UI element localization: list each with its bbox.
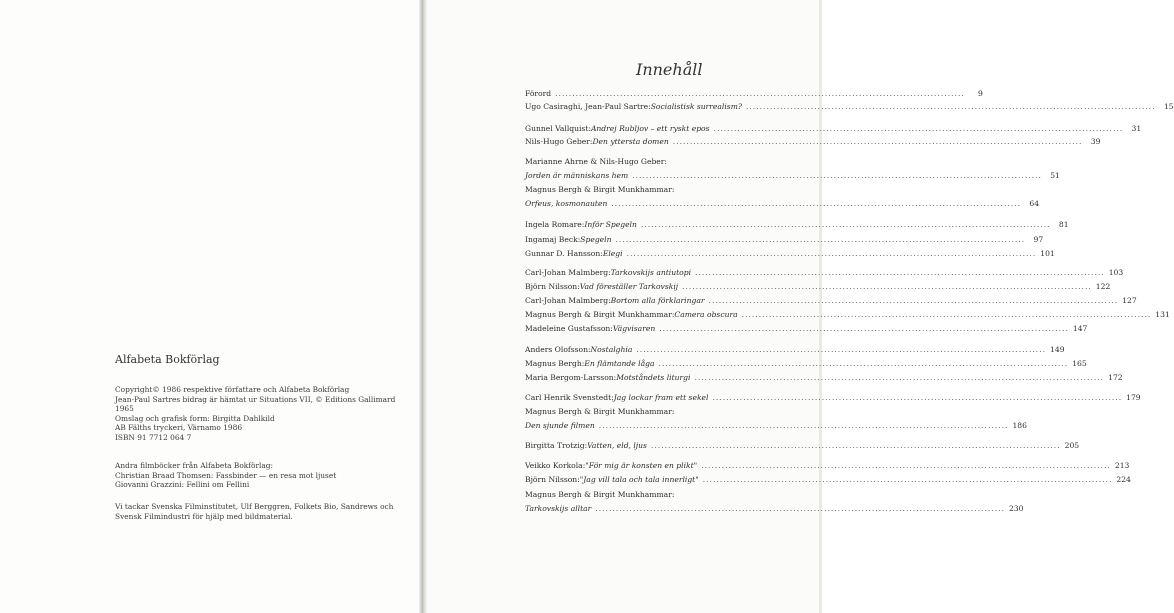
toc-leader: ........................................................................................................................	[615, 235, 1026, 244]
toc-work: En flämtande låga	[584, 359, 655, 368]
other-books-line: Andra filmböcker från Alfabeta Bokförlag:	[115, 461, 273, 470]
toc-author: Carl-Johan Malmberg:	[525, 296, 611, 305]
toc-leader: ........................................................................................................................	[626, 249, 1037, 258]
toc-entry	[525, 185, 775, 196]
toc-page-number: 149	[1050, 345, 1065, 354]
toc-page-number: 127	[1122, 296, 1137, 305]
toc-author: Magnus Bergh & Birgit Munkhammar:	[525, 185, 675, 194]
toc-page-number: 186	[1012, 421, 1027, 430]
toc-author: Ugo Casiraghi, Jean-Paul Sartre:	[525, 102, 651, 111]
toc-work: Andrej Rubljov – ett ryskt epos	[590, 124, 710, 133]
toc-page-number: 103	[1108, 268, 1124, 277]
toc-leader: ........................................................................................................................	[672, 137, 1083, 146]
toc-leader: ........................................................................................................................	[695, 268, 1105, 277]
toc-entry	[525, 199, 1040, 210]
toc-entry	[525, 157, 775, 168]
toc-page-number: 101	[1040, 249, 1055, 258]
thanks-line: Svensk Filmindustri för hjälp med bildmaterial.	[115, 511, 293, 521]
toc-entry	[525, 461, 1130, 472]
toc-author: Björn Nilsson:	[525, 282, 580, 291]
toc-entry	[525, 282, 1111, 293]
toc-entry	[525, 268, 1124, 279]
toc-author: Nils-Hugo Geber:	[525, 137, 593, 146]
colophon-block	[115, 385, 405, 443]
thanks-line: Vi tackar Svenska Filminstitutet, Ulf Berggren, Folkets Bio, Sandrews och	[115, 502, 394, 511]
toc-entry	[525, 137, 1101, 148]
toc-page-number: 97	[1033, 235, 1044, 244]
toc-leader: ........................................................................................................................	[595, 504, 1005, 513]
toc-leader: ........................................................................................................................	[741, 310, 1152, 319]
other-books-line: Christian Braad Thomsen: Fassbinder — en resa mot ljuset	[115, 470, 337, 480]
toc-author: Ingela Romare:	[525, 220, 585, 229]
toc-leader: ........................................................................................................................	[708, 296, 1119, 305]
toc-page-number: 224	[1116, 475, 1131, 484]
toc-entry	[525, 373, 1123, 384]
toc-leader: ........................................................................................................................	[682, 282, 1092, 291]
toc-page-number: 39	[1090, 137, 1101, 146]
colophon-line: 1965	[115, 404, 134, 414]
toc-page-number: 64	[1029, 199, 1040, 208]
toc-work: Nostalghia	[590, 345, 633, 354]
toc-leader: ........................................................................................................................	[701, 461, 1111, 470]
toc-entry	[525, 235, 1044, 246]
toc-work: Motståndets liturgi	[616, 373, 691, 382]
toc-author: Veikko Korkola:	[525, 461, 586, 470]
other-books-line: Giovanni Grazzini: Fellini om Fellini	[115, 480, 250, 490]
toc-work: Den yttersta domen	[592, 137, 669, 146]
toc-author: Gunnar D. Hansson:	[525, 249, 603, 258]
toc-entry	[525, 421, 1027, 432]
toc-page-number: 147	[1072, 324, 1088, 333]
toc-page-number: 205	[1064, 441, 1080, 450]
toc-leader: ........................................................................................................................	[650, 441, 1061, 450]
toc-page-number: 81	[1058, 220, 1069, 229]
toc-leader: ........................................................................................................................	[598, 421, 1009, 430]
toc-leader: ........................................................................................................................	[745, 102, 1156, 111]
toc-entry	[525, 475, 1131, 486]
toc-work: Spegeln	[580, 235, 612, 244]
toc-entry	[525, 171, 1060, 182]
toc-work: Orfeus, kosmonauten	[525, 199, 608, 208]
toc-leader: ........................................................................................................................	[636, 345, 1047, 354]
toc-work: Vägvisaren	[612, 324, 656, 333]
toc-work: Elegi	[602, 249, 623, 258]
toc-author: Magnus Bergh & Birgit Munkhammar:	[525, 407, 675, 416]
toc-work: Camera obscura	[674, 310, 738, 319]
toc-entry	[525, 490, 775, 501]
toc-leader: ........................................................................................................................	[611, 199, 1022, 208]
toc-entry	[525, 345, 1065, 356]
colophon-line: Jean-Paul Sartres bidrag är hämtat ur Situations VII, © Editions Gallimard	[115, 394, 396, 404]
toc-work: Bortom alla förklaringar	[610, 296, 705, 305]
toc-page-number: 9	[977, 89, 983, 98]
toc-work: Vatten, eld, ljus	[587, 441, 647, 450]
toc-title: Innehåll	[636, 60, 703, 79]
toc-author: Maria Bergom-Larsson:	[525, 373, 617, 382]
toc-leader: ........................................................................................................................	[712, 393, 1123, 402]
toc-author: Gunnel Vallquist:	[525, 124, 591, 133]
toc-entry	[525, 220, 1069, 231]
toc-entry	[525, 393, 1141, 404]
toc-author: Marianne Ahrne & Nils-Hugo Geber:	[525, 157, 667, 166]
toc-leader: ........................................................................................................................	[659, 324, 1069, 333]
toc-author: Magnus Bergh & Birgit Munkhammar:	[525, 310, 675, 319]
toc-work: Jorden är människans hem	[525, 171, 629, 180]
toc-work: "Jag vill tala och tala innerligt"	[579, 475, 699, 484]
toc-leader: ........................................................................................................................	[555, 89, 965, 98]
toc-author: Birgitta Trotzig:	[525, 441, 588, 450]
toc-work: "För mig är konsten en plikt"	[585, 461, 698, 470]
toc-page-number: 230	[1008, 504, 1024, 513]
toc-page-number: 179	[1126, 393, 1141, 402]
toc-entry	[525, 124, 1142, 135]
toc-page-number: 51	[1050, 171, 1060, 180]
toc-author: Magnus Bergh & Birgit Munkhammar:	[525, 490, 675, 499]
toc-author: Ingamaj Beck:	[525, 235, 581, 244]
toc-work: Den sjunde filmen	[525, 421, 595, 430]
toc-author: Magnus Bergh:	[525, 359, 585, 368]
toc-leader: ........................................................................................................................	[694, 373, 1105, 382]
toc-author: Madeleine Gustafsson:	[525, 324, 613, 333]
toc-leader: ........................................................................................................................	[713, 124, 1124, 133]
toc-entry	[525, 89, 983, 100]
toc-entry	[525, 249, 1055, 260]
colophon-line: AB Fälths tryckeri, Värnamo 1986	[115, 423, 243, 433]
toc-page-number: 165	[1072, 359, 1087, 368]
toc-page-number: 131	[1155, 310, 1170, 319]
toc-author: Carl-Johan Malmberg:	[525, 268, 611, 277]
toc-entry	[525, 310, 1170, 321]
publisher-name: Alfabeta Bokförlag	[115, 353, 220, 366]
toc-entry	[525, 296, 1137, 307]
toc-work: Tarkovskijs antiutopi	[610, 268, 692, 277]
toc-author: Carl Henrik Svenstedt:	[525, 393, 614, 402]
toc-page-number: 15	[1163, 102, 1174, 111]
toc-work: Socialistisk surrealism?	[650, 102, 742, 111]
toc-leader: ........................................................................................................................	[658, 359, 1069, 368]
toc-leader: ........................................................................................................................	[640, 220, 1051, 229]
toc-entry	[525, 324, 1088, 335]
toc-entry	[525, 441, 1080, 452]
toc-leader: ........................................................................................................................	[632, 171, 1042, 180]
toc-author: Björn Nilsson:	[525, 475, 580, 484]
toc-page-number: 213	[1114, 461, 1130, 470]
toc-leader: ........................................................................................................................	[702, 475, 1113, 484]
toc-page-number: 172	[1108, 373, 1123, 382]
toc-entry	[525, 407, 775, 418]
toc-entry	[525, 102, 1174, 113]
toc-work: Inför Spegeln	[584, 220, 637, 229]
colophon-line: Copyright© 1986 respektive författare och Alfabeta Bokförlag	[115, 385, 350, 394]
other-books-block	[115, 461, 405, 490]
toc-page-number: 31	[1131, 124, 1142, 133]
toc-author: Anders Olofsson:	[525, 345, 591, 354]
toc-entry	[525, 359, 1087, 370]
toc-entry	[525, 504, 1024, 515]
thanks-block	[115, 502, 405, 521]
colophon-line: Omslag och grafisk form: Birgitta Dahlkild	[115, 413, 275, 423]
toc-page-number: 122	[1095, 282, 1111, 291]
toc-work: Vad föreställer Tarkovskij	[579, 282, 679, 291]
toc-work: Jag lockar fram ett sekel	[613, 393, 709, 402]
toc-author: Förord	[525, 89, 552, 98]
book-gutter	[419, 0, 427, 613]
colophon-line: ISBN 91 7712 064 7	[115, 432, 192, 442]
toc-work: Tarkovskijs alltar	[525, 504, 592, 513]
